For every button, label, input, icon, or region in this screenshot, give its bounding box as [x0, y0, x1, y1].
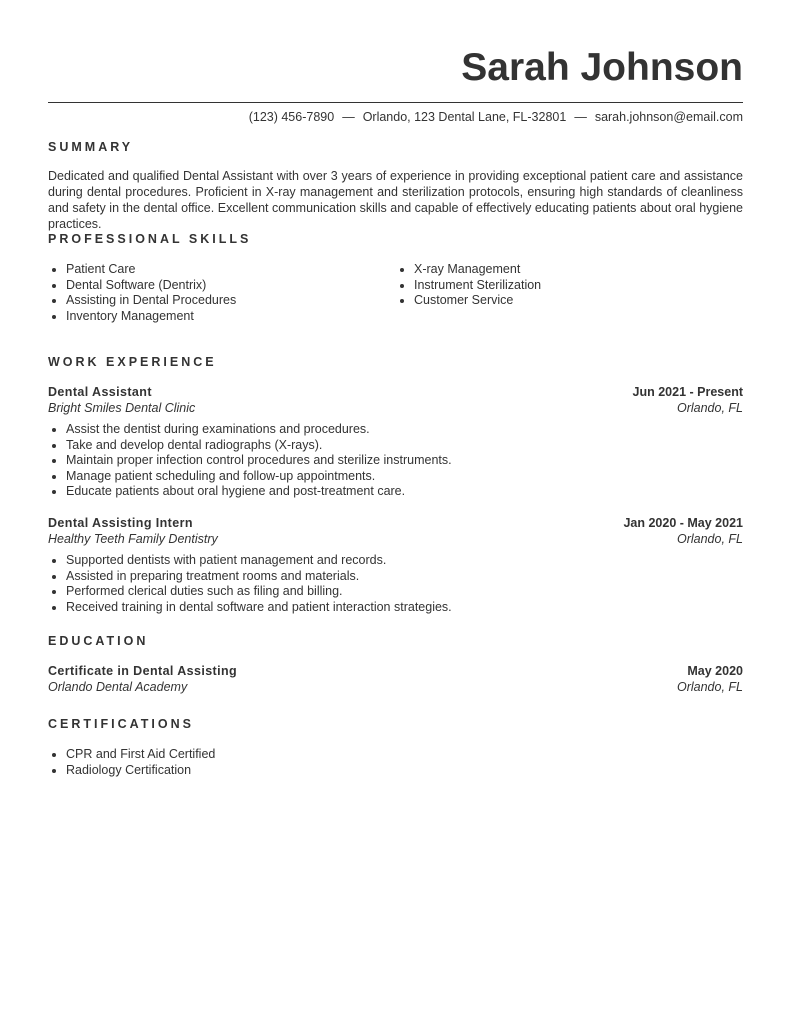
- certification-item: CPR and First Aid Certified: [48, 747, 215, 763]
- job-duty: Manage patient scheduling and follow-up appointments.: [48, 469, 743, 485]
- contact-separator: —: [574, 110, 587, 124]
- job-subheader-row: [48, 532, 743, 548]
- job-location: Orlando, FL: [676, 531, 743, 546]
- job-employer: Healthy Teeth Family Dentistry: [48, 531, 218, 546]
- job-title: Dental Assisting Intern: [48, 516, 193, 530]
- job-dates: Jun 2021 - Present: [632, 385, 743, 399]
- job-title: Dental Assistant: [48, 385, 152, 399]
- contact-separator: —: [342, 110, 355, 124]
- certifications-list: [48, 747, 215, 778]
- job-duty: Educate patients about oral hygiene and post-treatment care.: [48, 484, 743, 500]
- skill-item: Patient Care: [48, 262, 236, 278]
- skill-item: Dental Software (Dentrix): [48, 278, 236, 294]
- job-duty: Received training in dental software and patient interaction strategies.: [48, 600, 743, 616]
- skills-list-left: [48, 262, 236, 324]
- job-duty: Supported dentists with patient management and records.: [48, 553, 743, 569]
- education-date: May 2020: [687, 664, 743, 678]
- experience-heading: WORK EXPERIENCE: [48, 355, 217, 369]
- contact-line: [249, 108, 743, 126]
- skill-item: Inventory Management: [48, 309, 236, 325]
- job-duty: Maintain proper infection control procedures and sterilize instruments.: [48, 453, 743, 469]
- skills-list-right: [396, 262, 541, 309]
- certifications-block: [48, 747, 215, 778]
- job-duty: Assist the dentist during examinations and procedures.: [48, 422, 743, 438]
- education-subheader-row: [48, 680, 743, 696]
- contact-phone: (123) 456-7890: [248, 110, 335, 124]
- skill-item: Assisting in Dental Procedures: [48, 293, 236, 309]
- skill-item: Customer Service: [396, 293, 541, 309]
- job-header-row: [48, 385, 743, 401]
- education-location: Orlando, FL: [676, 679, 743, 694]
- skill-item: X-ray Management: [396, 262, 541, 278]
- contact-address: Orlando, 123 Dental Lane, FL-32801: [362, 110, 567, 124]
- header-divider: [48, 102, 743, 103]
- job-duty: Assisted in preparing treatment rooms and materials.: [48, 569, 743, 585]
- job-subheader-row: [48, 401, 743, 417]
- job-dates: Jan 2020 - May 2021: [623, 516, 743, 530]
- skills-heading: PROFESSIONAL SKILLS: [48, 232, 252, 246]
- skill-item: Instrument Sterilization: [396, 278, 541, 294]
- job-employer: Bright Smiles Dental Clinic: [48, 400, 196, 415]
- job-duty: Performed clerical duties such as filing and billing.: [48, 584, 743, 600]
- education-entry: [48, 664, 743, 695]
- education-degree: Certificate in Dental Assisting: [48, 664, 238, 678]
- job-duty: Take and develop dental radiographs (X-rays).: [48, 438, 743, 454]
- candidate-name: Sarah Johnson: [461, 46, 743, 89]
- job-location: Orlando, FL: [676, 400, 743, 415]
- certification-item: Radiology Certification: [48, 763, 215, 779]
- contact-email[interactable]: sarah.johnson@email.com: [594, 110, 743, 124]
- job-header-row: [48, 516, 743, 532]
- job-duties-list: [48, 553, 743, 615]
- skills-column-right: [396, 262, 541, 309]
- summary-heading: SUMMARY: [48, 140, 134, 154]
- certifications-heading: CERTIFICATIONS: [48, 717, 194, 731]
- job-entry: [48, 516, 743, 615]
- education-heading: EDUCATION: [48, 634, 149, 648]
- education-school: Orlando Dental Academy: [48, 679, 188, 694]
- skills-column-left: [48, 262, 236, 324]
- summary-text: Dedicated and qualified Dental Assistant with over 3 years of experience in providing exceptional patient care and assistance during dental procedures. Proficient in X-ray management and sterilization protocols, ensuring high standards of cleanliness and safety in the dental office. Excellent communication skills and capable of effectively educating patients about oral hygiene practices.: [48, 169, 743, 231]
- job-duties-list: [48, 422, 743, 500]
- job-entry: [48, 385, 743, 500]
- education-header-row: [48, 664, 743, 680]
